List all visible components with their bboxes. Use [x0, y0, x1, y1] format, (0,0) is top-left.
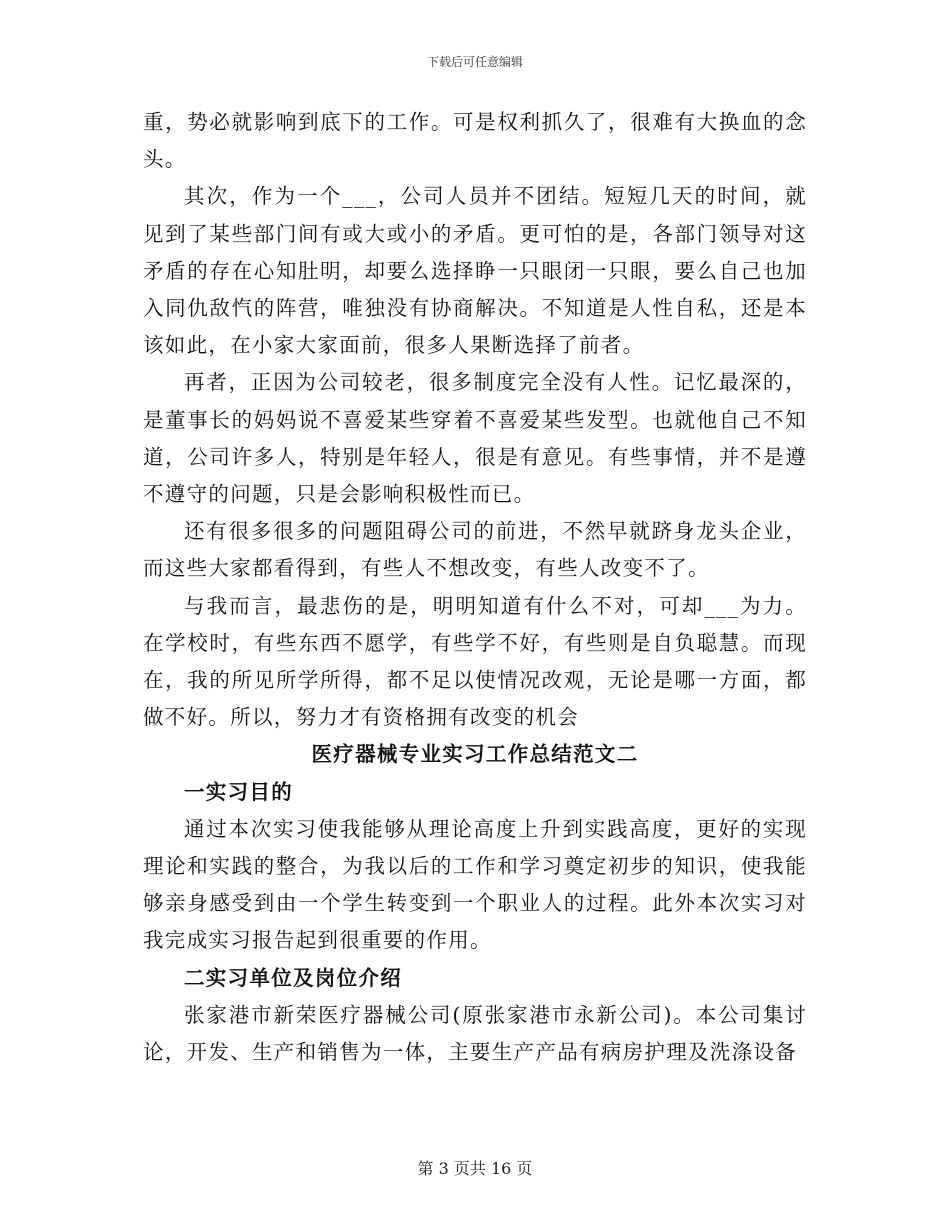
- document-title: 医疗器械专业实习工作总结范文二: [311, 742, 639, 767]
- document-body: [143, 104, 807, 1071]
- section-heading-2: 二实习单位及岗位介绍: [184, 965, 402, 990]
- paragraph-2: 其次，作为一个___，公司人员并不团结。短短几天的时间，就见到了某些部门间有或大或小的矛盾。更可怕的是，各部门领导对这矛盾的存在心知肚明，却要么选择睁一只眼闭一只眼，要么自己也加入同仇敌忾的阵营，唯独没有协商解决。不知道是人性自私，还是本该如此，在小家大家面前，很多人果断选择了前者。: [143, 184, 807, 358]
- paragraph-6: 通过本次实习使我能够从理论高度上升到实践高度，更好的实现理论和实践的整合，为我以后的工作和学习奠定初步的知识，使我能够亲身感受到由一个学生转变到一个职业人的过程。此外本次实习对我完成实习报告起到很重要的作用。: [143, 816, 807, 953]
- page-header: 下载后可任意编辑: [426, 55, 523, 69]
- paragraph-5: 与我而言，最悲伤的是，明明知道有什么不对，可却___为力。在学校时，有些东西不愿学，有些学不好，有些则是自负聪慧。而现在，我的所见所学所得，都不足以使情况改观，无论是哪一方面，都做不好。所以，努力才有资格拥有改变的机会: [143, 593, 807, 730]
- page-footer: 第 3 页共 16 页: [417, 1159, 533, 1178]
- paragraph-1: 重，势必就影响到底下的工作。可是权利抓久了，很难有大换血的念头。: [143, 110, 807, 172]
- section-heading-1: 一实习目的: [184, 779, 293, 804]
- paragraph-3: 再者，正因为公司较老，很多制度完全没有人性。记忆最深的，是董事长的妈妈说不喜爱某些穿着不喜爱某些发型。也就他自己不知道，公司许多人，特别是年轻人，很是有意见。有些事情，并不是遵不遵守的问题，只是会影响积极性而已。: [143, 370, 807, 507]
- paragraph-7: 张家港市新荣医疗器械公司(原张家港市永新公司)。本公司集讨论，开发、生产和销售为一体，主要生产产品有病房护理及洗涤设备: [143, 1002, 807, 1065]
- paragraph-4: 还有很多很多的问题阻碍公司的前进，不然早就跻身龙头企业，而这些大家都看得到，有些人不想改变，有些人改变不了。: [143, 519, 807, 581]
